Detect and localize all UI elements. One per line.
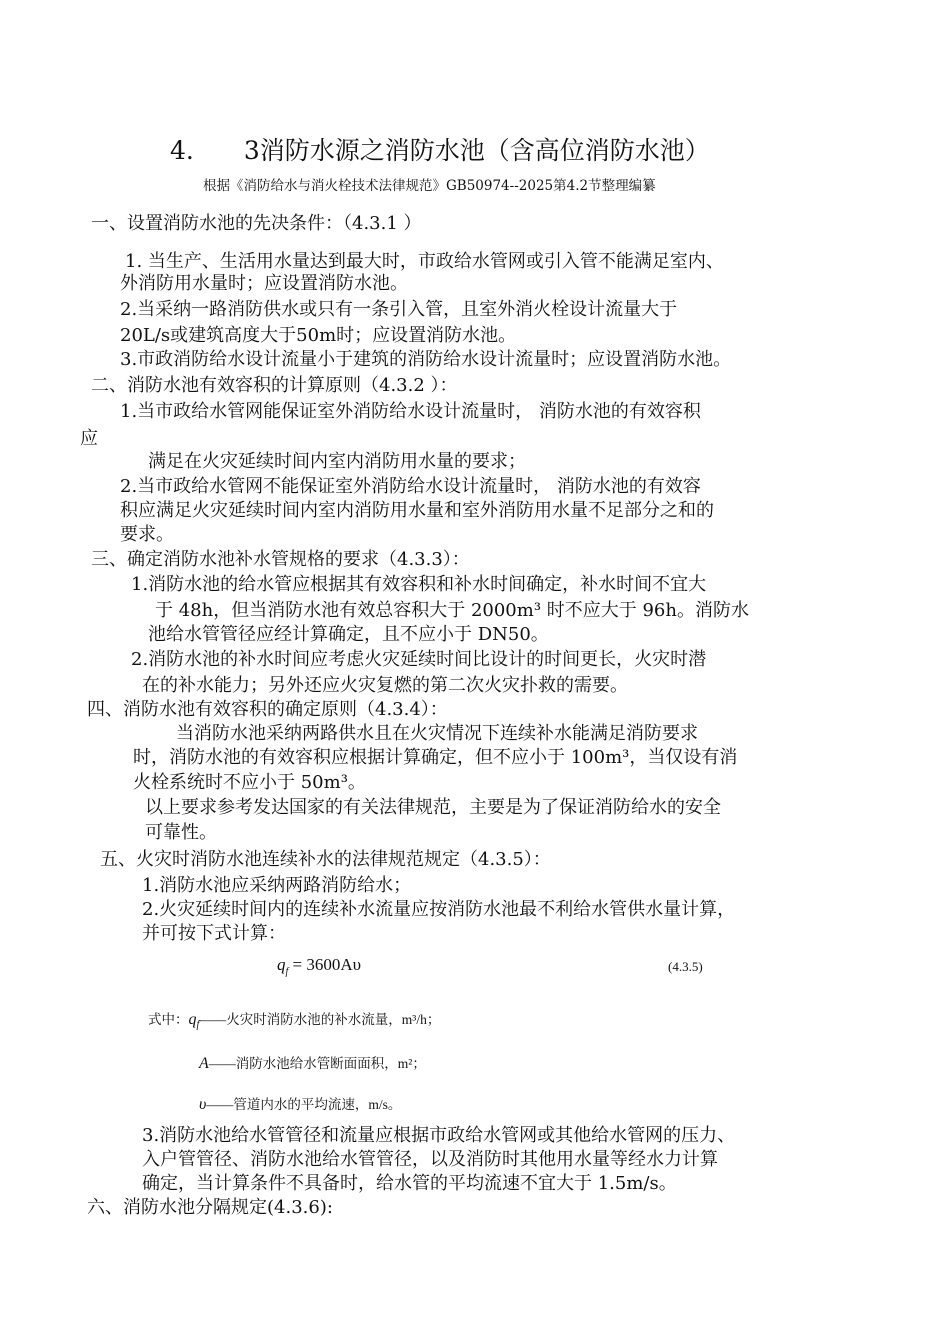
formula-definition-2 [199,1052,426,1073]
paragraph-line: 应 [80,428,98,449]
paragraph-line: 2.当采纳一路消防供水或只有一条引入管，且室外消火栓设计流量大于 [120,299,678,320]
paragraph-line: 积应满足火灾延续时间内室内消防用水量和室外消防用水量不足部分之和的 [120,500,714,521]
def-symbol: A [199,1055,209,1072]
formula-lhs: q [277,955,286,974]
section-heading-2: 二、消防水池有效容积的计算原则（4.3.2 ）： [91,375,458,396]
def-symbol-subscript: f [196,1019,200,1031]
def-text: ——消防水池给水管断面面积，m²； [208,1056,426,1071]
paragraph-line: 确定，当计算条件不具备时，给水管的平均流速不宜大于 1.5m/s。 [142,1173,677,1194]
paragraph-line: 入户管管径、消防水池给水管管径，以及消防时其他用水量等经水力计算 [142,1149,718,1170]
section-heading-1: 一、设置消防水池的先决条件：（4.3.1 ） [91,213,422,234]
paragraph-line: 1. 当生产、生活用水量达到最大时，市政给水管网或引入管不能满足室内、 [125,251,724,272]
formula-number: (4.3.5) [668,959,703,974]
paragraph-line: 3.消防水池给水管管径和流量应根据市政给水管网或其他给水管网的压力、 [142,1125,736,1146]
def-text: ——火灾时消防水池的补水流量，m³/h； [199,1012,441,1027]
paragraph-line: 1.消防水池的给水管应根据其有效容积和补水时间确定，补水时间不宜大 [131,574,707,595]
paragraph-line: 时，消防水池的有效容积应根据计算确定，但不应小于 100m³，当仅设有消 [133,747,738,768]
paragraph-line: 1.当市政给水管网能保证室外消防给水设计流量时， 消防水池的有效容积 [120,401,701,422]
paragraph-line: 当消防水池采纳两路供水且在火灾情况下连续补水能满足消防要求 [176,723,698,744]
section-heading-3: 三、确定消防水池补水管规格的要求（4.3.3）： [91,549,470,570]
paragraph-line: 以上要求参考发达国家的有关法律规范，主要是为了保证消防给水的安全 [145,797,721,818]
page-subtitle: 根据《消防给水与消火栓技术法律规范》GB50974--2025第4.2节整理编纂 [203,178,656,194]
paragraph-line: 要求。 [120,524,174,545]
page-title: 4. 3消防水源之消防水池（含高位消防水池） [170,136,710,165]
paragraph-line: 20L/s或建筑高度大于50m时；应设置消防水池。 [120,325,517,346]
paragraph-line: 满足在火灾延续时间内室内消防用水量的要求； [148,451,526,472]
paragraph-line: 火栓系统时不应小于 50m³。 [133,772,366,793]
formula-rhs: = 3600Aυ [288,955,362,974]
paragraph-line: 2.消防水池的补水时间应考虑火灾延续时间比设计的时间更长，火灾时潜 [131,649,707,670]
section-heading-5: 五、火灾时消防水池连续补水的法律规范规定（4.3.5）： [100,849,551,870]
paragraph-line: 池给水管管径应经计算确定，且不应小于 DN50。 [148,624,549,645]
paragraph-line: 于 48h，但当消防水池有效总容积大于 2000m³ 时不应大于 96h。消防水 [155,600,749,621]
paragraph-line: 在的补水能力；另外还应火灾复燃的第二次火灾扑救的需要。 [142,675,628,696]
paragraph-line: 并可按下式计算： [142,923,286,944]
paragraph-line: 1.消防水池应采纳两路消防给水； [142,875,412,896]
paragraph-line: 3.市政消防给水设计流量小于建筑的消防给水设计流量时；应设置消防水池。 [120,349,732,370]
paragraph-line: 可靠性。 [145,822,217,843]
formula-definition-3 [199,1093,401,1114]
section-heading-4: 四、消防水池有效容积的确定原则（4.3.4）： [87,699,448,720]
formula-lhs-subscript: f [285,966,289,978]
def-symbol: υ [199,1096,207,1113]
where-label: 式中： [148,1012,189,1027]
def-symbol: q [188,1011,197,1028]
paragraph-line: 2.当市政给水管网不能保证室外消防给水设计流量时， 消防水池的有效容 [120,476,701,497]
paragraph-line: 2.火灾延续时间内的连续补水流量应按消防水池最不利给水管供水量计算， [142,899,736,920]
def-text: ——管道内水的平均流速，m/s。 [206,1097,402,1112]
formula-definition-1 [148,1008,440,1031]
paragraph-line: 外消防用水量时；应设置消防水池。 [120,273,408,294]
section-heading-6: 六、消防水池分隔规定(4.3.6): [87,1197,333,1218]
formula-equation [277,955,361,977]
